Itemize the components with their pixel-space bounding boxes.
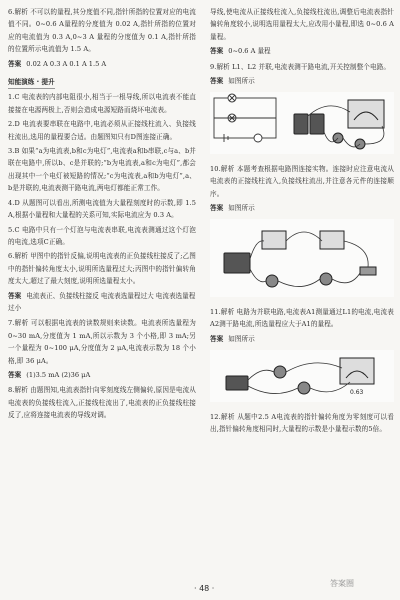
answer-tag: 答案 — [210, 204, 224, 213]
answer-tag: 答案 — [210, 47, 224, 56]
answer-text: 0.02 A 0.3 A 0.1 A 1.5 A — [26, 59, 107, 68]
lamp — [320, 273, 332, 285]
switch — [360, 267, 376, 275]
section-heading: 知能演练 · 提升 — [8, 76, 55, 89]
explanation-9: 9.解析 L1、L2 并联,电流表测干路电流,开关控制整个电路。 — [210, 62, 391, 71]
explanation-4: 4.D 从题图可以看出,所测电流值为大量程刻度时的示数,即 1.5 A,根据小量程和大量程的关系可知,实际电流应为 0.3 A。 — [8, 198, 196, 220]
answer-text: 如图所示 — [228, 77, 255, 86]
answer-7 — [8, 369, 196, 381]
right-column — [210, 6, 394, 437]
explanation-8-continued: 导线,使电流从正接线柱流入,负接线柱流出,调整后电流表指针偏转角度较小,说明选用量程太大,应改用小量程,即选 0~0.6 A 量程。 — [210, 8, 394, 41]
answer-text: 0~0.6 A 量程 — [228, 47, 271, 56]
answer-tag: 答案 — [8, 291, 22, 300]
lamp — [266, 275, 278, 287]
watermark: 答案圈 — [330, 579, 354, 588]
page-number: · 48 · — [194, 584, 215, 593]
explanation-5: 5.C 电路中只有一个灯泡与电流表串联,电流表测通过这个灯泡的电流,选项C正确。 — [8, 225, 196, 246]
answer-text: (1)3.5 mA (2)36 μA — [26, 370, 91, 379]
explanation-6b: 6.解析 甲图中的指针反偏,说明电流表的正负接线柱接反了;乙图中的指针偏转角度太小,说明所选量程过大;丙图中的指针偏转角度太大,超过了最大刻度,说明所选量程太小。 — [8, 252, 196, 286]
circuit-figure-11 — [210, 350, 394, 402]
ammeter — [348, 100, 384, 128]
answer-tag: 答案 — [210, 77, 224, 86]
figure-label-063: 0.63 — [350, 389, 364, 397]
answer-9 — [210, 75, 394, 87]
explanation-3: 3.B 如果“a为电流表,b和c为电灯”,电流表a和b串联,c与a、b并联在电路中,所以b、c是并联的;“b为电流表,a和c为电灯”,都会出现其中一个电灯被短路的情况;“c为电流表,a和b为电灯”,a、b是并联的,电流表测干路电流,两电灯都能正常工作。 — [8, 147, 196, 193]
explanation-6: 6.解析 不可以的量程,其分度值不同,指针所指的位置对应的电流值不同。0~0.6 A量程的分度值为 0.02 A,指针所指的位置对应的电流值为 0.3 A,0~3 A 量程的分度值为 0.1 A,指针所指的位置所示电流值为 1.5 A。 — [8, 8, 196, 54]
battery-cell — [294, 114, 308, 134]
ammeter-a2 — [320, 231, 344, 249]
explanation-11: 11.解析 电路为并联电路,电流表A1测量通过L1的电流,电流表A2测干路电流,所选量程应大于A1的量程。 — [210, 307, 394, 329]
answer-6b — [8, 290, 196, 315]
answer-text: 电流表正、负接线柱接反 电流表选量程过大 电流表选量程过小 — [8, 291, 196, 312]
answer-8 — [210, 45, 394, 57]
ammeter-a1 — [262, 231, 286, 249]
explanation-10: 10.解析 本题考查根据电路图连接实物。连接时应注意电流从电流表的正接线柱流入,负接线柱流出,并注意各元件的连接顺序。 — [210, 164, 394, 198]
answer-10 — [210, 202, 394, 214]
answer-tag: 答案 — [8, 370, 22, 379]
explanation-12: 12.解析 从题中2.5 A电流表的指针偏转角度为零刻度可以看出,指针偏转角度相同时,大量程的示数是小量程示数的5倍。 — [210, 412, 394, 433]
answer-11 — [210, 333, 394, 345]
left-column — [8, 6, 196, 424]
explanation-1: 1.C 电流表的内部电阻很小,相当于一根导线,所以电流表不能直接接在电源两极上,否则会造成电源短路而烧坏电流表。 — [8, 93, 196, 114]
answer-tag: 答案 — [8, 59, 22, 68]
circuit-figure-10 — [210, 219, 394, 297]
explanation-2: 2.D 电流表要串联在电路中,电流必须从正接线柱流入、负接线柱流出,选用的量程要合适。由题图知只有D图连接正确。 — [8, 120, 196, 141]
answer-6 — [8, 58, 196, 70]
ammeter-symbol — [254, 134, 262, 142]
circuit-figure-9 — [210, 92, 394, 154]
lamp — [298, 382, 310, 394]
answer-text: 如图所示 — [228, 334, 255, 343]
battery-cell — [226, 376, 248, 390]
answer-tag: 答案 — [210, 334, 224, 343]
explanation-8: 8.解析 由题图知,电流表指针向零刻度线左侧偏转,原因是电流从电流表的负接线柱流入,正接线柱流出了,电流表的正负接线柱接反了,应将连接电流表的导线对调。 — [8, 386, 196, 420]
battery-cell — [310, 114, 324, 134]
lamp — [274, 366, 286, 378]
explanation-7: 7.解析 可以根据电流表的读数规则来读数。电流表所选量程为 0~30 mA,分度值为 1 mA,所以示数为 3 个小格,即 3 mA;另一个量程为 0~100 μA,分度值为 2 μA,电流表示数为 18 个小格,即 36 μA。 — [8, 319, 196, 365]
battery-cell — [224, 253, 250, 273]
answer-text: 如图所示 — [228, 204, 255, 213]
